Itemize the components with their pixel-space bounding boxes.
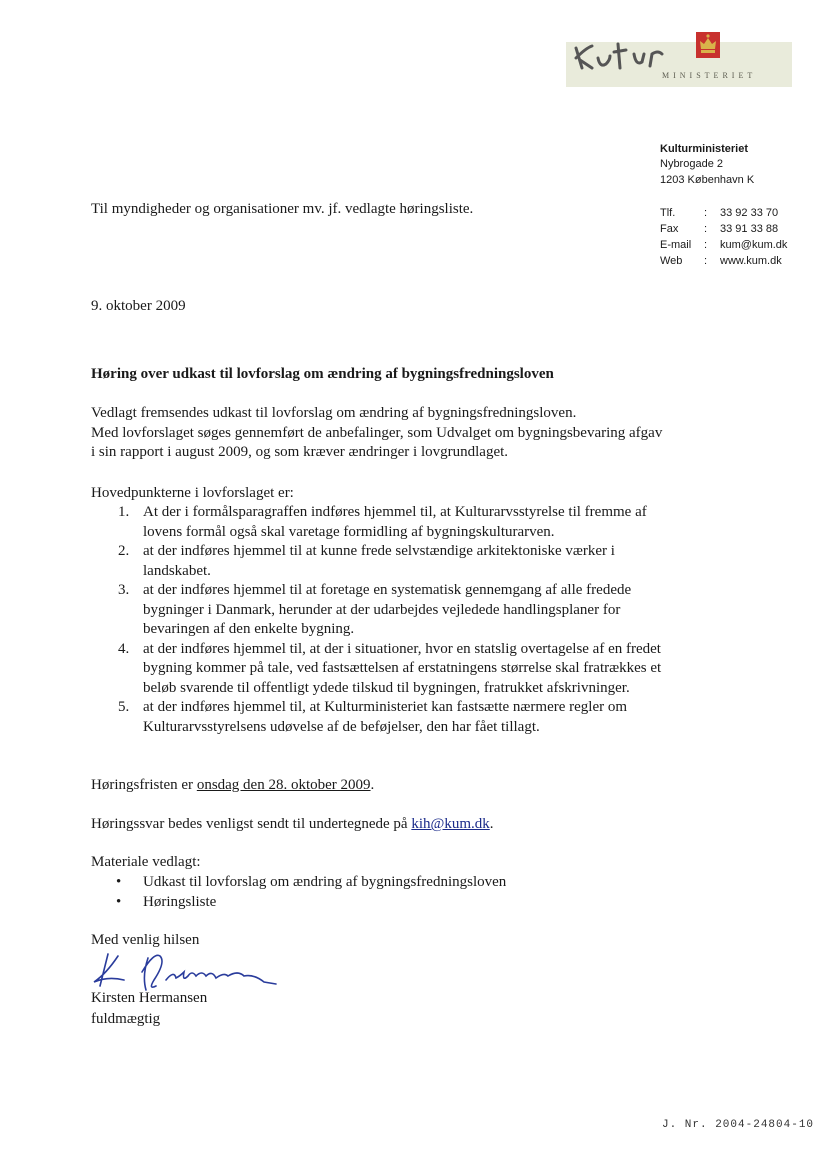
list-item: • Høringsliste (91, 893, 506, 913)
list-item: 2. at der indføres hjemmel til at kunne frede selvstændige arkitektoniske værker i landskabet. (118, 543, 615, 579)
recipient-line: Til myndigheder og organisationer mv. jf. vedlagte høringsliste. (91, 201, 474, 217)
materials-list (91, 873, 506, 912)
list-item: 1. At der i formålsparagraffen indføres hjemmel til, at Kulturarvsstyrelse til fremme af lovens formål også skal varetage formidling af bygningskulturarven. (118, 504, 647, 540)
subject-heading: Høring over udkast til lovforslag om ændring af bygningsfredningsloven (91, 366, 554, 382)
list-item: 3. at der indføres hjemmel til at foretage en systematisk gennemgang af alle fredede bygninger i Danmark, herunder at der udarbejdes vejledede handlingsplaner for bevaringen af den enkelte bygning. (118, 582, 632, 637)
phone-value: 33 92 33 70 (720, 207, 779, 219)
reply-email-link[interactable]: kih@kum.dk (411, 816, 490, 832)
main-points-list (91, 503, 691, 737)
sender-street: Nybrogade 2 (660, 158, 723, 170)
web-value: www.kum.dk (720, 255, 782, 267)
list-item: 5. at der indføres hjemmel til, at Kulturministeriet kan fastsætte nærmere regler om Kulturarvsstyrelsens udøvelse af de beføjelser, den har fået tillagt. (118, 699, 628, 735)
list-item: 4. at der indføres hjemmel til, at der i situationer, hvor en statslig overtagelse af en fredet bygning kommer på tale, ved fastsættelsen af erstatningens størrelse skal fratrækkes et beløb svarende til offentligt ydede tilskud til bygningen, fratrukket afskrivninger. (118, 640, 662, 696)
bullet-icon: • (116, 874, 122, 890)
signer-name: Kirsten Hermansen (91, 990, 208, 1006)
signer-title: fuldmægtig (91, 1011, 161, 1027)
sender-city: 1203 København K (660, 174, 755, 186)
letter-date: 9. oktober 2009 (91, 298, 186, 314)
intro-line-1: Vedlagt fremsendes udkast til lovforslag om ændring af bygningsfredningsloven. (91, 405, 577, 421)
intro-line-2: Med lovforslaget søges gennemført de anbefalinger, som Udvalget om bygningsbevaring afgav i sin rapport i august 2009, og som kræver ændringer i lovgrundlaget. (91, 424, 663, 460)
contact-row-web: Web : www.kum.dk (660, 253, 800, 269)
fax-value: 33 91 33 88 (720, 223, 779, 235)
bullet-icon: • (116, 893, 122, 910)
contact-row-phone: Tlf. : 33 92 33 70 (660, 205, 800, 221)
crown-icon (696, 32, 720, 58)
email-value: kum@kum.dk (720, 239, 788, 251)
logo-text: Kultur (570, 78, 573, 79)
materials-heading: Materiale vedlagt: (91, 854, 201, 870)
journal-number: J. Nr. 2004-24804-10 (662, 1119, 815, 1131)
deadline-line: Høringsfristen er onsdag den 28. oktober 2009. (91, 777, 375, 793)
contact-block (660, 205, 800, 269)
contact-row-fax: Fax : 33 91 33 88 (660, 221, 800, 237)
main-points-heading: Hovedpunkterne i lovforslaget er: (91, 485, 294, 501)
greeting: Med venlig hilsen (91, 932, 200, 948)
deadline-date: onsdag den 28. oktober 2009 (196, 777, 371, 793)
logo-subtext: MINISTERIET (662, 71, 757, 80)
sender-org: Kulturministeriet (660, 143, 749, 155)
contact-row-email: E-mail : kum@kum.dk (660, 237, 800, 253)
list-item: • Udkast til lovforslag om ændring af bygningsfredningsloven (91, 873, 506, 893)
intro-paragraph (91, 404, 691, 463)
reply-line: Høringssvar bedes venligst sendt til undertegnede på kih@kum.dk. (91, 816, 494, 832)
